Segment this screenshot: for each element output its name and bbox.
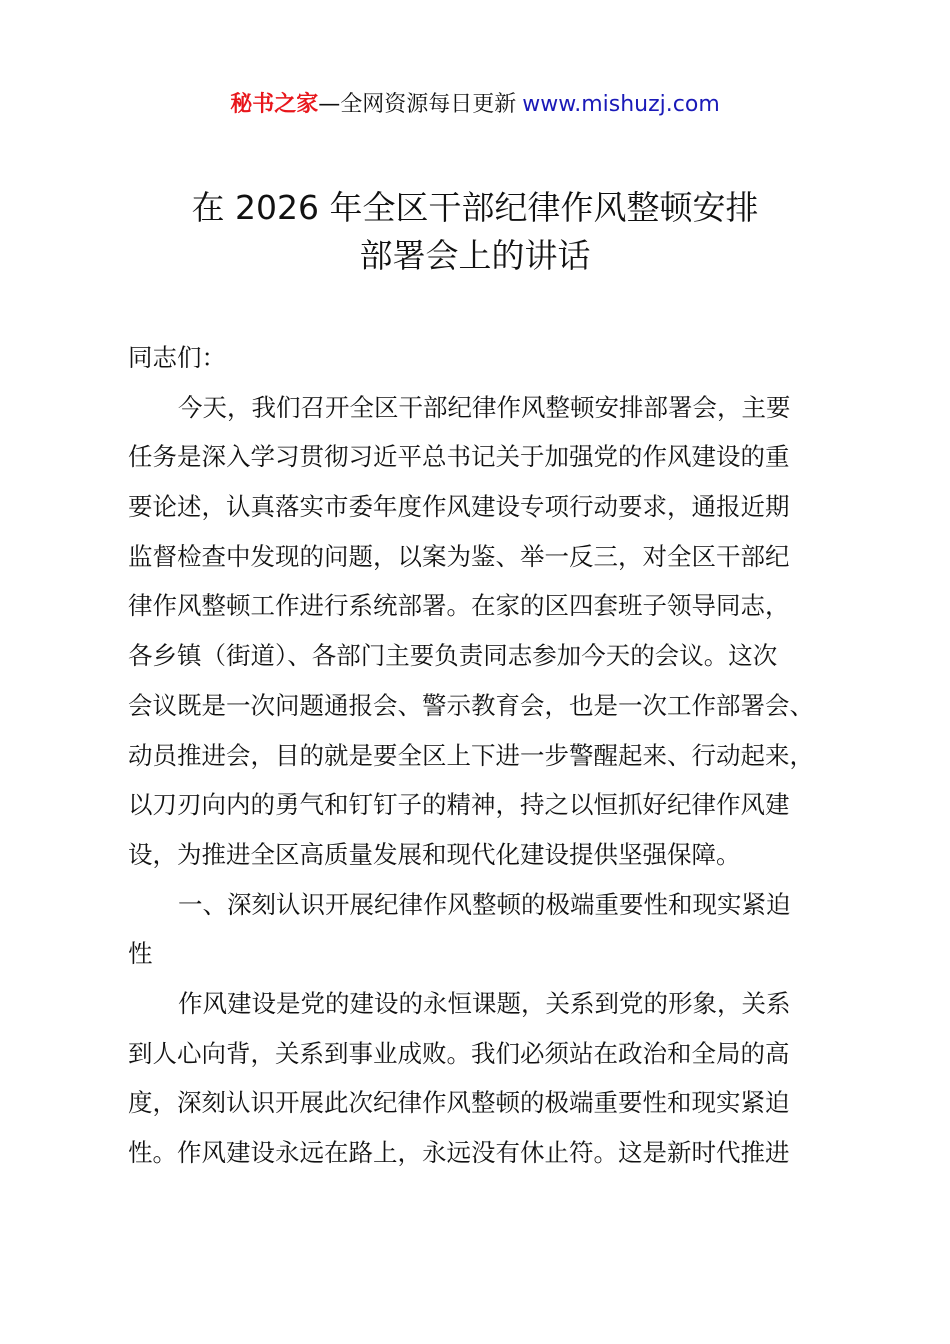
- section-heading-line: 一、深刻认识开展纪律作风整顿的极端重要性和现实紧迫: [178, 889, 791, 919]
- paragraph-line: 到人心向背，关系到事业成败。我们必须站在政治和全局的高: [128, 1038, 790, 1068]
- paragraph-line: 设，为推进全区高质量发展和现代化建设提供坚强保障。: [128, 839, 741, 869]
- title-line: 部署会上的讲话: [359, 236, 591, 275]
- paragraph-line: 度，深刻认识开展此次纪律作风整顿的极端重要性和现实紧迫: [128, 1088, 790, 1118]
- site-url-link[interactable]: www.mishuzj.com: [522, 92, 720, 117]
- paragraph-line: 要论述，认真落实市委年度作风建设专项行动要求，通报近期: [128, 492, 790, 522]
- document-title: [0, 184, 950, 280]
- site-brand: 秘书之家: [230, 92, 319, 117]
- site-tagline: —全网资源每日更新: [318, 92, 517, 117]
- paragraph-line: 律作风整顿工作进行系统部署。在家的区四套班子领导同志，: [128, 591, 790, 621]
- paragraph-line: 监督检查中发现的问题，以案为鉴、举一反三，对全区干部纪: [128, 541, 790, 571]
- paragraph-line: 会议既是一次问题通报会、警示教育会，也是一次工作部署会、: [128, 690, 814, 720]
- paragraph-line: 动员推进会，目的就是要全区上下进一步警醒起来、行动起来，: [128, 740, 814, 770]
- site-banner: [0, 88, 950, 122]
- title-line: 在 2026 年全区干部纪律作风整顿安排: [191, 188, 759, 227]
- paragraph-line: 作风建设是党的建设的永恒课题，关系到党的形象，关系: [178, 988, 791, 1018]
- section-heading-line: 性: [128, 939, 153, 969]
- salutation: 同志们：: [128, 343, 226, 372]
- paragraph-line: 性。作风建设永远在路上，永远没有休止符。这是新时代推进: [128, 1138, 790, 1167]
- paragraph-line: 任务是深入学习贯彻习近平总书记关于加强党的作风建设的重: [128, 442, 790, 472]
- paragraph-line: 以刀刃向内的勇气和钉钉子的精神，持之以恒抓好纪律作风建: [128, 790, 790, 820]
- paragraph-line: 今天，我们召开全区干部纪律作风整顿安排部署会，主要: [178, 392, 791, 422]
- paragraph-line: 各乡镇（街道）、各部门主要负责同志参加今天的会议。这次: [128, 641, 778, 671]
- document-body: [128, 333, 868, 1178]
